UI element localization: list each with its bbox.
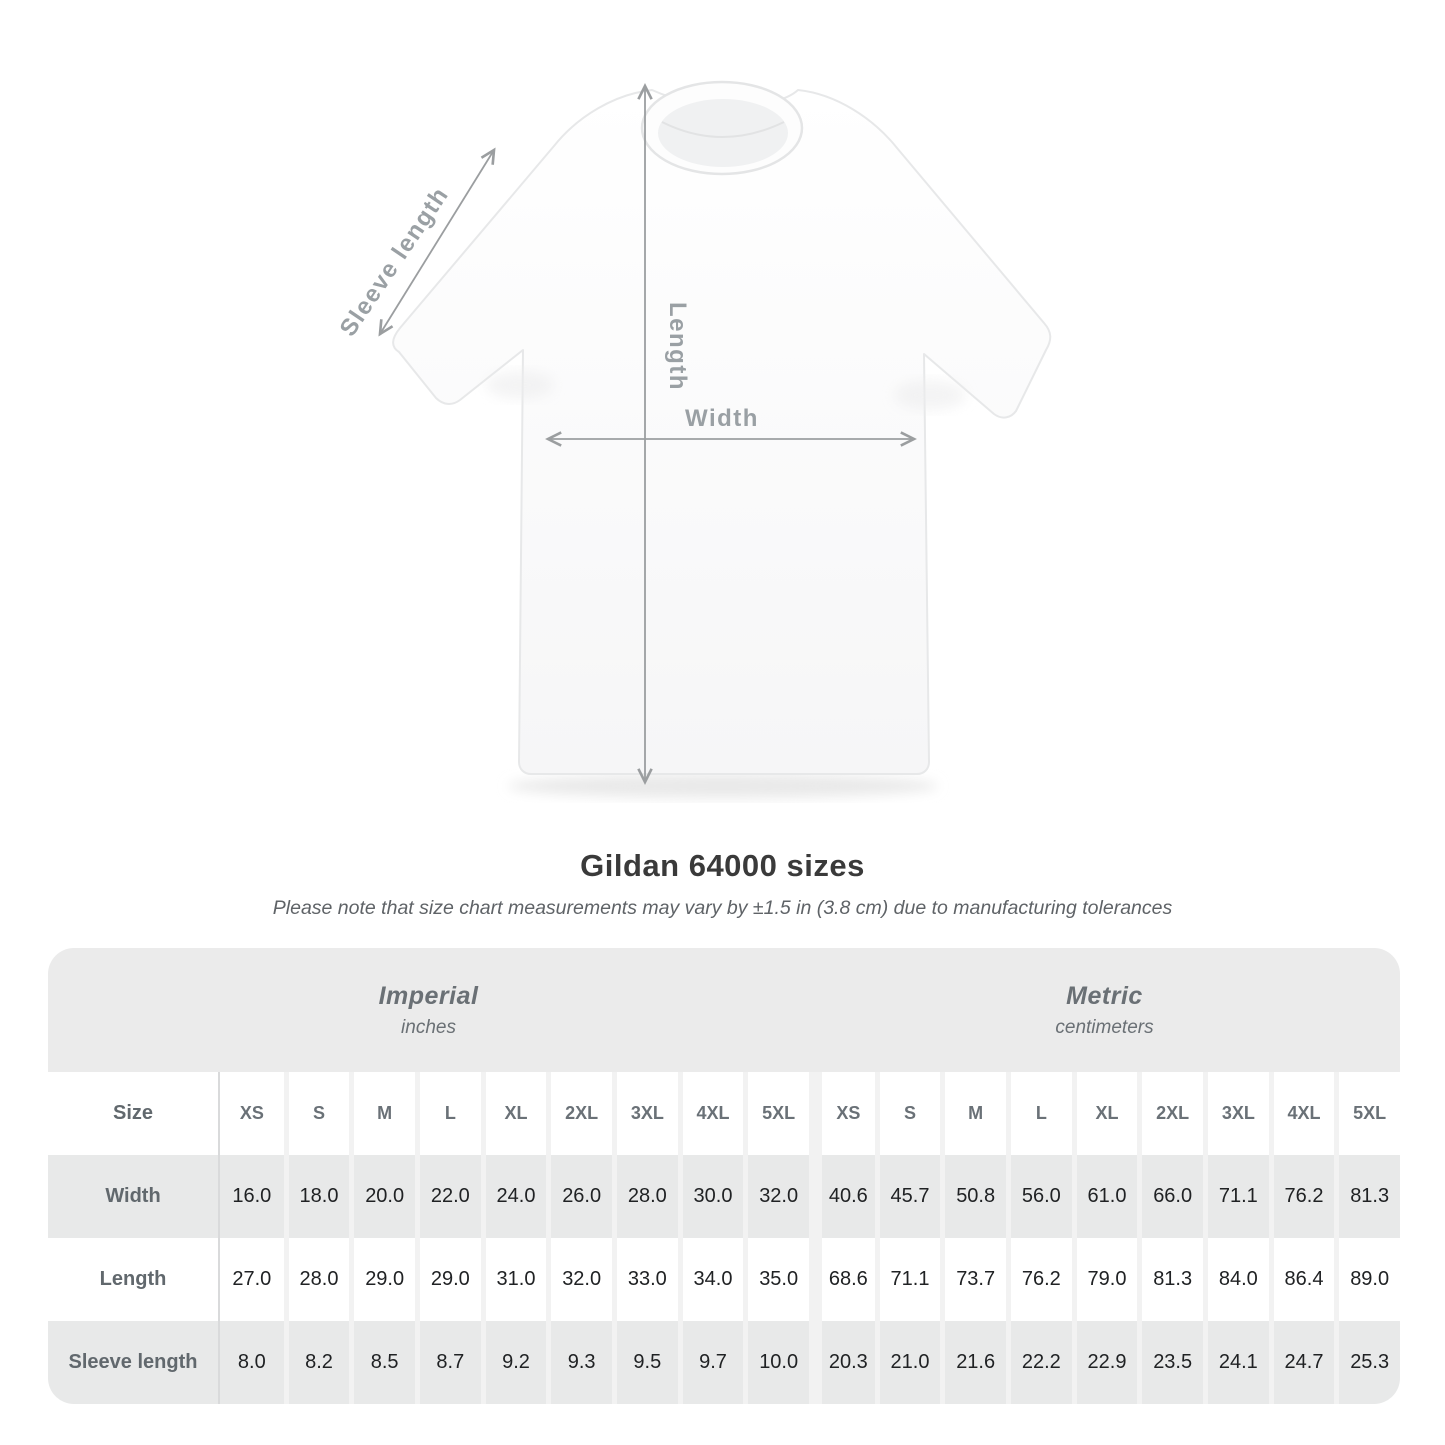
width-label: Width [685, 405, 759, 432]
size-table [48, 1072, 1400, 1404]
length-metric-xs-value: 68.6 [809, 1238, 875, 1321]
size-header-imperial-4xl: 4XL [678, 1072, 744, 1155]
row-label-width: Width [48, 1155, 218, 1238]
sleeve-length-imperial-s-value: 8.2 [284, 1321, 350, 1404]
sleeve-length-metric-2xl-value: 23.5 [1137, 1321, 1203, 1404]
size-header-imperial-3xl: 3XL [612, 1072, 678, 1155]
width-imperial-3xl-value: 28.0 [612, 1155, 678, 1238]
shirt-shade-right [894, 380, 966, 410]
length-imperial-3xl-value: 33.0 [612, 1238, 678, 1321]
length-metric-5xl-value: 89.0 [1334, 1238, 1400, 1321]
width-imperial-l-value: 22.0 [415, 1155, 481, 1238]
sleeve-length-imperial-m-value: 8.5 [349, 1321, 415, 1404]
sleeve-length-imperial-5xl-value: 10.0 [743, 1321, 809, 1404]
width-metric-xs-value: 40.6 [809, 1155, 875, 1238]
length-metric-3xl-value: 84.0 [1203, 1238, 1269, 1321]
sleeve-length-label: Sleeve length [334, 181, 455, 342]
size-header-metric-3xl: 3XL [1203, 1072, 1269, 1155]
tolerance-note: Please note that size chart measurements may vary by ±1.5 in (3.8 cm) due to manufacturing tolerances [272, 897, 1173, 919]
size-header-imperial-5xl: 5XL [743, 1072, 809, 1155]
metric-unit: centimeters [1055, 1016, 1154, 1038]
length-imperial-xl-value: 31.0 [481, 1238, 547, 1321]
size-header-imperial-m: M [349, 1072, 415, 1155]
sleeve-length-metric-4xl-value: 24.7 [1269, 1321, 1335, 1404]
sleeve-length-imperial-xl-value: 9.2 [481, 1321, 547, 1404]
size-chart-card [48, 948, 1400, 1404]
size-header-metric-2xl: 2XL [1137, 1072, 1203, 1155]
width-metric-l-value: 56.0 [1006, 1155, 1072, 1238]
width-imperial-m-value: 20.0 [349, 1155, 415, 1238]
sleeve-length-metric-m-value: 21.6 [940, 1321, 1006, 1404]
tshirt-illustration [320, 50, 1110, 840]
sleeve-length-imperial-2xl-value: 9.3 [546, 1321, 612, 1404]
length-metric-4xl-value: 86.4 [1269, 1238, 1335, 1321]
size-header-metric-m: M [940, 1072, 1006, 1155]
imperial-header [48, 948, 809, 1072]
width-metric-xl-value: 61.0 [1072, 1155, 1138, 1238]
width-metric-s-value: 45.7 [875, 1155, 941, 1238]
length-metric-2xl-value: 81.3 [1137, 1238, 1203, 1321]
width-metric-4xl-value: 76.2 [1269, 1155, 1335, 1238]
shirt-shade-left [486, 371, 554, 399]
metric-title: Metric [1066, 981, 1143, 1010]
length-metric-m-value: 73.7 [940, 1238, 1006, 1321]
width-imperial-5xl-value: 32.0 [743, 1155, 809, 1238]
width-imperial-4xl-value: 30.0 [678, 1155, 744, 1238]
length-metric-s-value: 71.1 [875, 1238, 941, 1321]
unit-header [48, 948, 1400, 1072]
size-header-metric-l: L [1006, 1072, 1072, 1155]
page-title: Gildan 64000 sizes [580, 848, 865, 883]
sleeve-length-metric-l-value: 22.2 [1006, 1321, 1072, 1404]
width-metric-5xl-value: 81.3 [1334, 1155, 1400, 1238]
size-header-imperial-xs: XS [218, 1072, 284, 1155]
size-header-metric-s: S [875, 1072, 941, 1155]
size-header-metric-xl: XL [1072, 1072, 1138, 1155]
length-label: Length [664, 302, 691, 391]
sleeve-length-imperial-4xl-value: 9.7 [678, 1321, 744, 1404]
length-imperial-4xl-value: 34.0 [678, 1238, 744, 1321]
size-header-imperial-xl: XL [481, 1072, 547, 1155]
size-column-header: Size [48, 1072, 218, 1155]
imperial-title: Imperial [378, 981, 479, 1010]
width-imperial-xs-value: 16.0 [218, 1155, 284, 1238]
sleeve-length-metric-xs-value: 20.3 [809, 1321, 875, 1404]
size-header-metric-4xl: 4XL [1269, 1072, 1335, 1155]
size-header-imperial-l: L [415, 1072, 481, 1155]
size-header-imperial-s: S [284, 1072, 350, 1155]
length-imperial-s-value: 28.0 [284, 1238, 350, 1321]
length-imperial-2xl-value: 32.0 [546, 1238, 612, 1321]
collar-opening [658, 99, 788, 167]
sleeve-length-metric-3xl-value: 24.1 [1203, 1321, 1269, 1404]
length-imperial-m-value: 29.0 [349, 1238, 415, 1321]
sleeve-length-metric-xl-value: 22.9 [1072, 1321, 1138, 1404]
sleeve-length-imperial-l-value: 8.7 [415, 1321, 481, 1404]
shirt-body [393, 90, 1050, 774]
width-imperial-s-value: 18.0 [284, 1155, 350, 1238]
sleeve-length-metric-s-value: 21.0 [875, 1321, 941, 1404]
size-header-metric-5xl: 5XL [1334, 1072, 1400, 1155]
length-imperial-5xl-value: 35.0 [743, 1238, 809, 1321]
row-label-sleeve-length: Sleeve length [48, 1321, 218, 1404]
length-imperial-xs-value: 27.0 [218, 1238, 284, 1321]
row-label-length: Length [48, 1238, 218, 1321]
imperial-unit: inches [401, 1016, 456, 1038]
length-imperial-l-value: 29.0 [415, 1238, 481, 1321]
width-imperial-xl-value: 24.0 [481, 1155, 547, 1238]
sleeve-length-metric-5xl-value: 25.3 [1334, 1321, 1400, 1404]
shirt-shadow [508, 774, 938, 798]
length-metric-l-value: 76.2 [1006, 1238, 1072, 1321]
width-metric-m-value: 50.8 [940, 1155, 1006, 1238]
length-metric-xl-value: 79.0 [1072, 1238, 1138, 1321]
sleeve-length-imperial-3xl-value: 9.5 [612, 1321, 678, 1404]
width-metric-3xl-value: 71.1 [1203, 1155, 1269, 1238]
metric-header [809, 948, 1400, 1072]
size-header-metric-xs: XS [809, 1072, 875, 1155]
width-imperial-2xl-value: 26.0 [546, 1155, 612, 1238]
width-metric-2xl-value: 66.0 [1137, 1155, 1203, 1238]
sleeve-length-imperial-xs-value: 8.0 [218, 1321, 284, 1404]
size-header-imperial-2xl: 2XL [546, 1072, 612, 1155]
